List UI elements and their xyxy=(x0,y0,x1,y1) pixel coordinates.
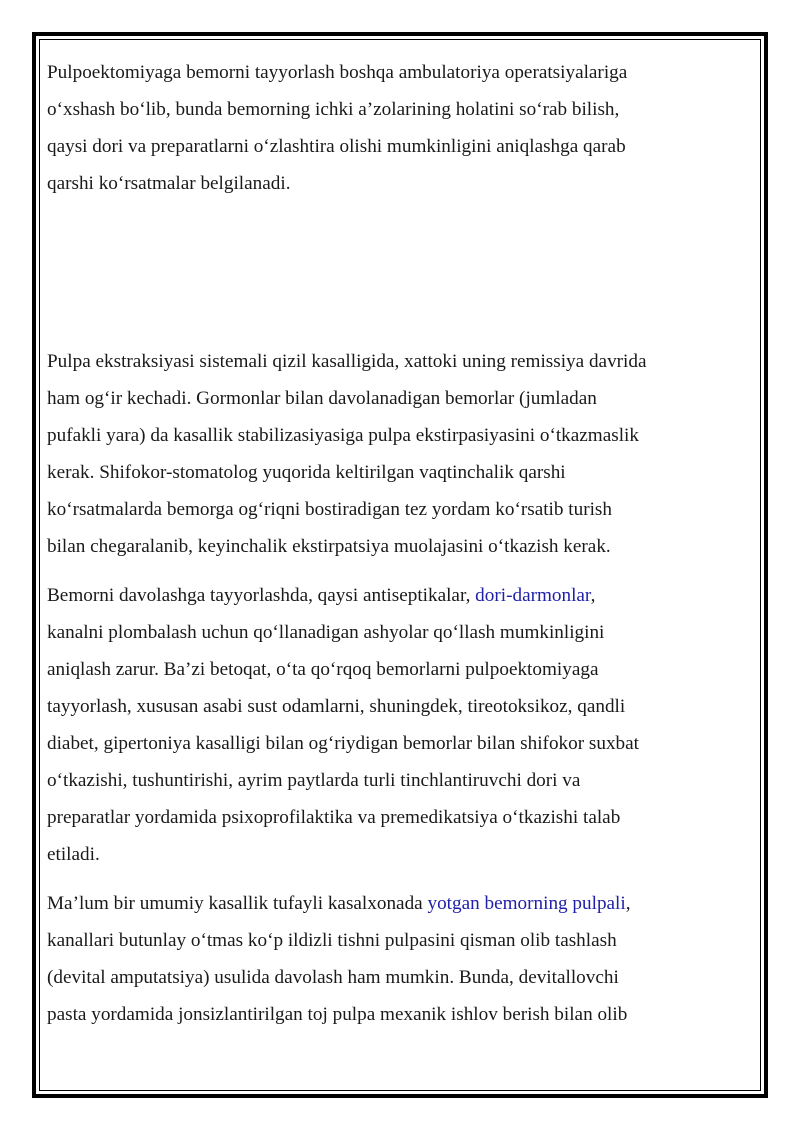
text-line: qaysi dori va preparatlarni o‘zlashtira olishi mumkinligini aniqlashga qarab xyxy=(47,136,626,157)
text-line: Pulpoektomiyaga bemorni tayyorlash boshqa ambulatoriya operatsiyalariga xyxy=(47,62,628,83)
paragraph-treatment-prep xyxy=(47,577,737,873)
text-fragment: Bemorni davolashga tayyorlashda, qaysi antiseptikalar, xyxy=(47,585,476,606)
text-fragment: Ma’lum bir umumiy kasallik tufayli kasalxonada xyxy=(47,893,428,914)
paragraph-preparation xyxy=(47,54,737,202)
text-line: etiladi. xyxy=(47,844,100,865)
text-line: pasta yordamida jonsizlantirilgan toj pulpa mexanik ishlov berish bilan olib xyxy=(47,1004,628,1025)
text-fragment: , xyxy=(625,893,631,914)
text-line: kanallari butunlay o‘tmas ko‘p ildizli tishni pulpasini qisman olib tashlash xyxy=(47,930,617,951)
text-line xyxy=(47,577,737,614)
text-fragment: , xyxy=(590,585,596,606)
text-line: tayyorlash, xususan asabi sust odamlarni, shuningdek, tireotoksikoz, qandli xyxy=(47,696,626,717)
text-line xyxy=(47,885,737,922)
link-dori-darmonlar[interactable]: dori-darmonlar xyxy=(475,585,591,606)
text-line: o‘xshash bo‘lib, bunda bemorning ichki a’zolarining holatini so‘rab bilish, xyxy=(47,99,620,120)
link-yotgan-bemorning-pulpali[interactable]: yotgan bemorning pulpali xyxy=(427,893,626,914)
blank-space xyxy=(47,202,737,343)
text-line: pufakli yara) da kasallik stabilizasiyasiga pulpa ekstirpasiyasini o‘tkazmaslik xyxy=(47,425,639,446)
text-line: bilan chegaralanib, keyinchalik ekstirpatsiya muolajasini o‘tkazish kerak. xyxy=(47,536,611,557)
document-body xyxy=(47,54,737,1033)
paragraph-hospital xyxy=(47,885,737,1033)
text-line: o‘tkazishi, tushuntirishi, ayrim paytlarda turli tinchlantiruvchi dori va xyxy=(47,770,581,791)
text-line: preparatlar yordamida psixoprofilaktika va premedikatsiya o‘tkazishi talab xyxy=(47,807,621,828)
text-line: diabet, gipertoniya kasalligi bilan og‘riydigan bemorlar bilan shifokor suxbat xyxy=(47,733,640,754)
text-line: (devital amputatsiya) usulida davolash ham mumkin. Bunda, devitallovchi xyxy=(47,967,619,988)
text-line: ham og‘ir kechadi. Gormonlar bilan davolanadigan bemorlar (jumladan xyxy=(47,388,597,409)
text-line: ko‘rsatmalarda bemorga og‘riqni bostiradigan tez yordam ko‘rsatib turish xyxy=(47,499,612,520)
text-line: kanalni plombalash uchun qo‘llanadigan ashyolar qo‘llash mumkinligini xyxy=(47,622,605,643)
text-line: qarshi ko‘rsatmalar belgilanadi. xyxy=(47,173,291,194)
text-line: aniqlash zarur. Ba’zi betoqat, o‘ta qo‘rqoq bemorlarni pulpoektomiyaga xyxy=(47,659,599,680)
text-line: kerak. Shifokor-stomatolog yuqorida keltirilgan vaqtinchalik qarshi xyxy=(47,462,566,483)
text-line: Pulpa ekstraksiyasi sistemali qizil kasalligida, xattoki uning remissiya davrida xyxy=(47,351,647,372)
paragraph-extraction xyxy=(47,343,737,565)
